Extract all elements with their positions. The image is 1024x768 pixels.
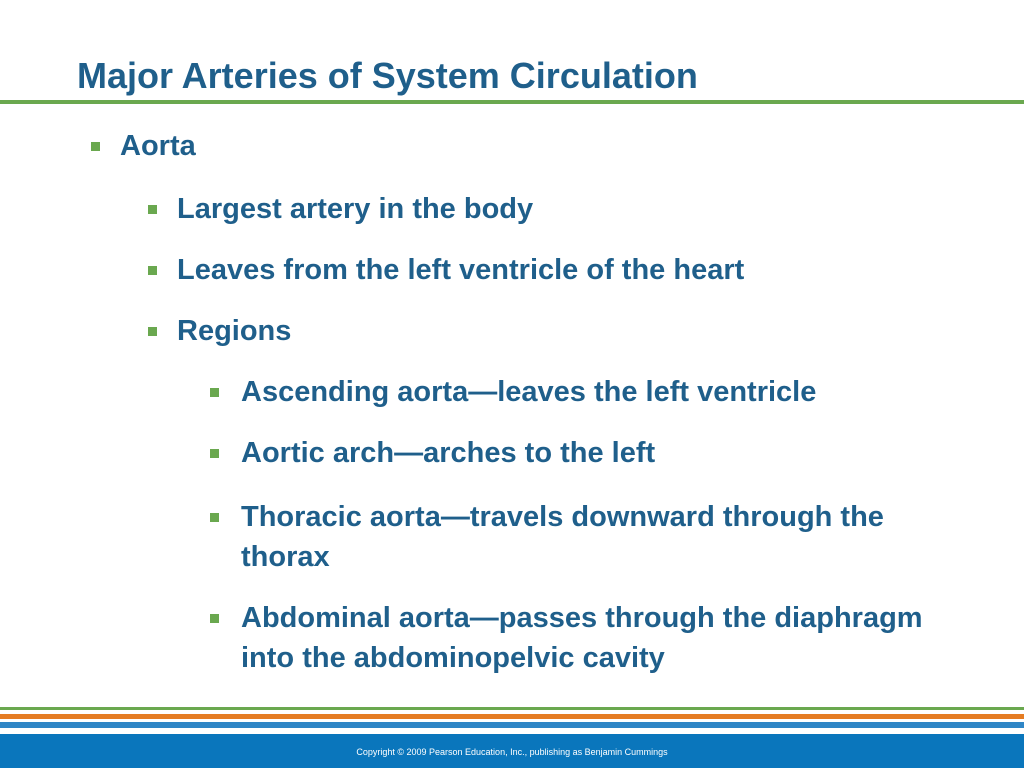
bullet-item-regions <box>177 311 977 351</box>
bullet-text: Largest artery in the body <box>177 193 534 225</box>
bullet-item-abdominal-aorta <box>241 598 961 678</box>
bullet-text: Thoracic aorta—travels downward through the thorax <box>241 501 884 573</box>
bullet-text: Abdominal aorta—passes through the diaphragm into the abdominopelvic cavity <box>241 602 923 674</box>
slide-title: Major Arteries of System Circulation <box>77 55 698 96</box>
bullet-item-thoracic-aorta <box>241 497 961 577</box>
square-bullet-icon <box>210 614 219 623</box>
footer-stripe-blue <box>0 722 1024 728</box>
square-bullet-icon <box>210 388 219 397</box>
footer-stripe-orange <box>0 714 1024 719</box>
bullet-item-leaves-left-ventricle <box>177 250 977 290</box>
copyright-notice: Copyright © 2009 Pearson Education, Inc., publishing as Benjamin Cummings <box>356 747 668 757</box>
bullet-item-ascending-aorta <box>241 372 961 412</box>
footer-stripe-green <box>0 707 1024 710</box>
square-bullet-icon <box>210 449 219 458</box>
square-bullet-icon <box>91 142 100 151</box>
bullet-text: Aorta <box>120 130 196 162</box>
bullet-text: Leaves from the left ventricle of the heart <box>177 254 745 286</box>
bullet-text: Regions <box>177 315 292 347</box>
bullet-text: Aortic arch—arches to the left <box>241 437 656 469</box>
square-bullet-icon <box>148 327 157 336</box>
title-divider <box>0 100 1024 104</box>
bullet-item-aorta <box>120 126 980 166</box>
bullet-item-aortic-arch <box>241 433 961 473</box>
bullet-item-largest-artery <box>177 189 977 229</box>
bullet-text: Ascending aorta—leaves the left ventricle <box>241 376 817 408</box>
square-bullet-icon <box>210 513 219 522</box>
square-bullet-icon <box>148 205 157 214</box>
square-bullet-icon <box>148 266 157 275</box>
